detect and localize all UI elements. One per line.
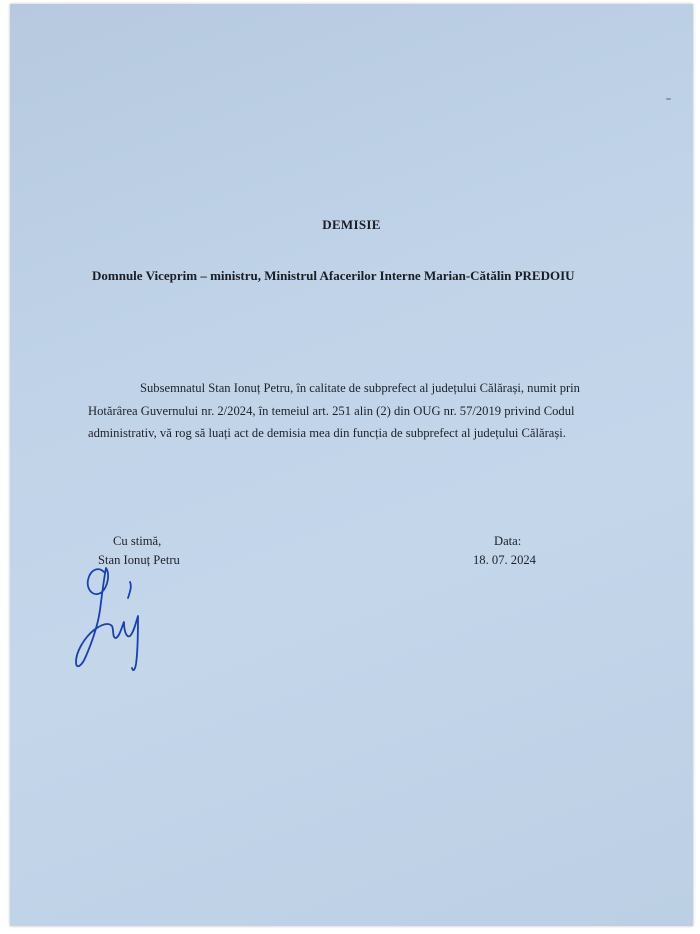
addressee-line: Domnule Viceprim – ministru, Ministrul Afacerilor Interne Marian-Cătălin PREDOIU (92, 268, 575, 283)
document-page (10, 4, 693, 926)
resignation-body: Subsemnatul Stan Ionuț Petru, în calitate de subprefect al județului Călărași, numit prin Hotărârea Guvernului nr. 2/2024, în temeiul art. 251 alin (2) din OUG nr. 57/2019 privind Codul administrativ, vă rog să luați act de demisia mea din funcția de subprefect al județului Călărași. (88, 381, 580, 440)
document-title: DEMISIE (322, 217, 381, 232)
paper-speck (666, 98, 671, 100)
signer-name: Stan Ionuț Petru (98, 553, 180, 567)
date-block (473, 532, 536, 570)
handwritten-signature (72, 564, 162, 684)
date-value: 18. 07. 2024 (473, 553, 536, 567)
signature-icon (72, 564, 162, 679)
closing-greeting: Cu stimă, (113, 534, 162, 548)
date-label: Data: (494, 534, 522, 548)
